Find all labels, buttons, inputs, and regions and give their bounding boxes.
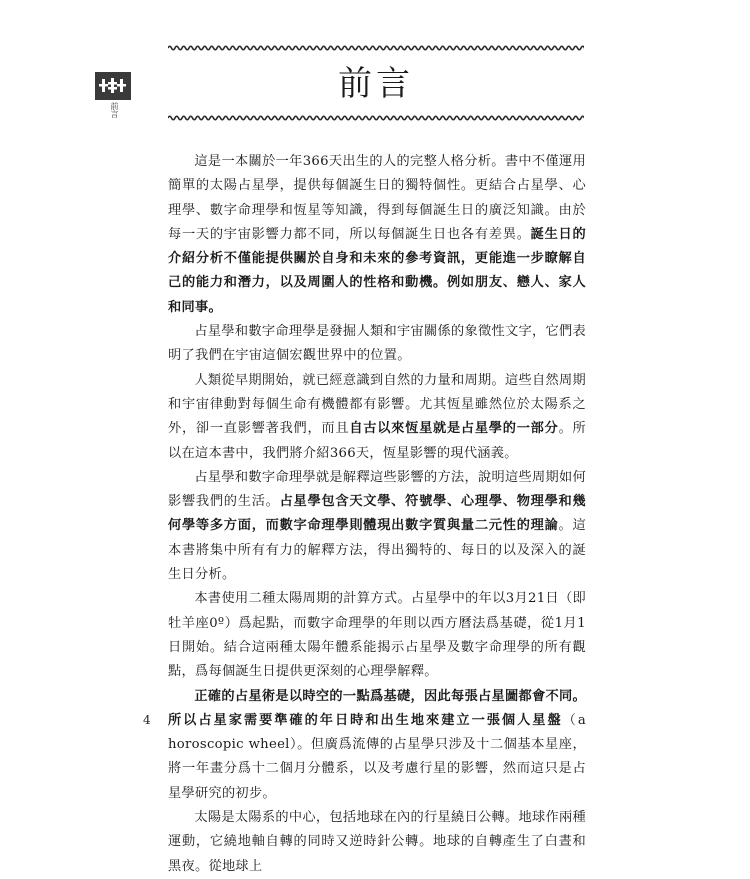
text-segment: （a horoscopic wheel）。但廣爲流傳的占星學只涉及十二個基本星座，將一年畫分爲十二個月分體系，以及考慮行星的影響，然而這只是占星學研究的初步。 <box>168 712 586 801</box>
text-segment: 占星學和數字命理學就是解釋這些影響的方法，說明這些周期如何影響我們的生活。 <box>168 469 586 510</box>
paragraph <box>168 685 586 806</box>
bold-text: 自古以來恆星就是占星學的一部分 <box>349 421 559 437</box>
bold-text: 占星學包含天文學、符號學、心理學、物理學和幾何學等多方面，而數字命理學則體現出數字質與量二元性的理論 <box>168 494 586 534</box>
text-segment: 人類從早期開始，就已經意識到自然的力量和周期。這些自然周期和宇宙律動對每個生命有機體都有影響。尤其恆星雖然位於太陽系之外，卻一直影響著我們，而且 <box>168 372 586 437</box>
top-wave-ornament <box>168 44 584 52</box>
text-segment: 太陽是太陽系的中心，包括地球在內的行星繞日公轉。地球作兩種運動，它繞地軸自轉的同時又逆時針公轉。地球的自轉產生了白晝和黑夜。從地球上 <box>168 810 586 874</box>
paragraph <box>168 150 586 320</box>
paragraph <box>168 806 586 879</box>
bottom-wave-ornament <box>168 114 584 122</box>
bold-text: 正確的占星術是以時空的一點爲基礎，因此每張占星圖都會不同。所以占星家需要準確的年日時和出生地來建立一張個人星盤 <box>168 688 586 728</box>
text-segment: 本書使用二種太陽周期的計算方式。占星學中的年以3月21日（即牡羊座0º）爲起點，而數字命理學的年則以西方曆法爲基礎，從1月1日開始。結合這兩種太陽年體系能揭示占星學及數字命理學的所有觀點，爲每個誕生日提供更深刻的心理學解釋。 <box>168 591 586 680</box>
text-segment: 占星學和數字命理學是發掘人類和宇宙關係的象徵性文字，它們表明了我們在宇宙這個宏觀世界中的位置。 <box>168 324 586 364</box>
bold-text: 誕生日的介紹分析不僅能提供關於自身和未來的參考資訊，更能進一步瞭解自己的能力和潛力，以及周圍人的性格和動機。例如朋友、戀人、家人和同事。 <box>168 226 586 315</box>
page-number: 4 <box>143 713 151 727</box>
text-segment: 。所以在這本書中，我們將介紹366天，恆星影響的現代涵義。 <box>168 421 586 461</box>
page-title: 前言 <box>338 64 414 104</box>
side-chapter-label: 前言 <box>110 102 119 118</box>
paragraph <box>168 466 586 587</box>
text-segment: 。這本書將集中所有有力的解釋方法，得出獨特的、每日的以及深入的誕生日分析。 <box>168 518 586 583</box>
paragraph <box>168 587 586 684</box>
body-text <box>168 150 586 879</box>
chapter-tab-logo <box>95 72 131 100</box>
paragraph <box>168 320 586 369</box>
text-segment: 這是一本關於一年366天出生的人的完整人格分析。書中不僅運用簡單的太陽占星學，提供每個誕生日的獨特個性。更結合占星學、心理學、數字命理學和恆星等知識，得到每個誕生日的廣泛知識。由於每一天的宇宙影響力都不同，所以每個誕生日也各有差異。 <box>168 154 586 242</box>
paragraph <box>168 369 586 466</box>
star-logo-icon <box>95 72 131 100</box>
